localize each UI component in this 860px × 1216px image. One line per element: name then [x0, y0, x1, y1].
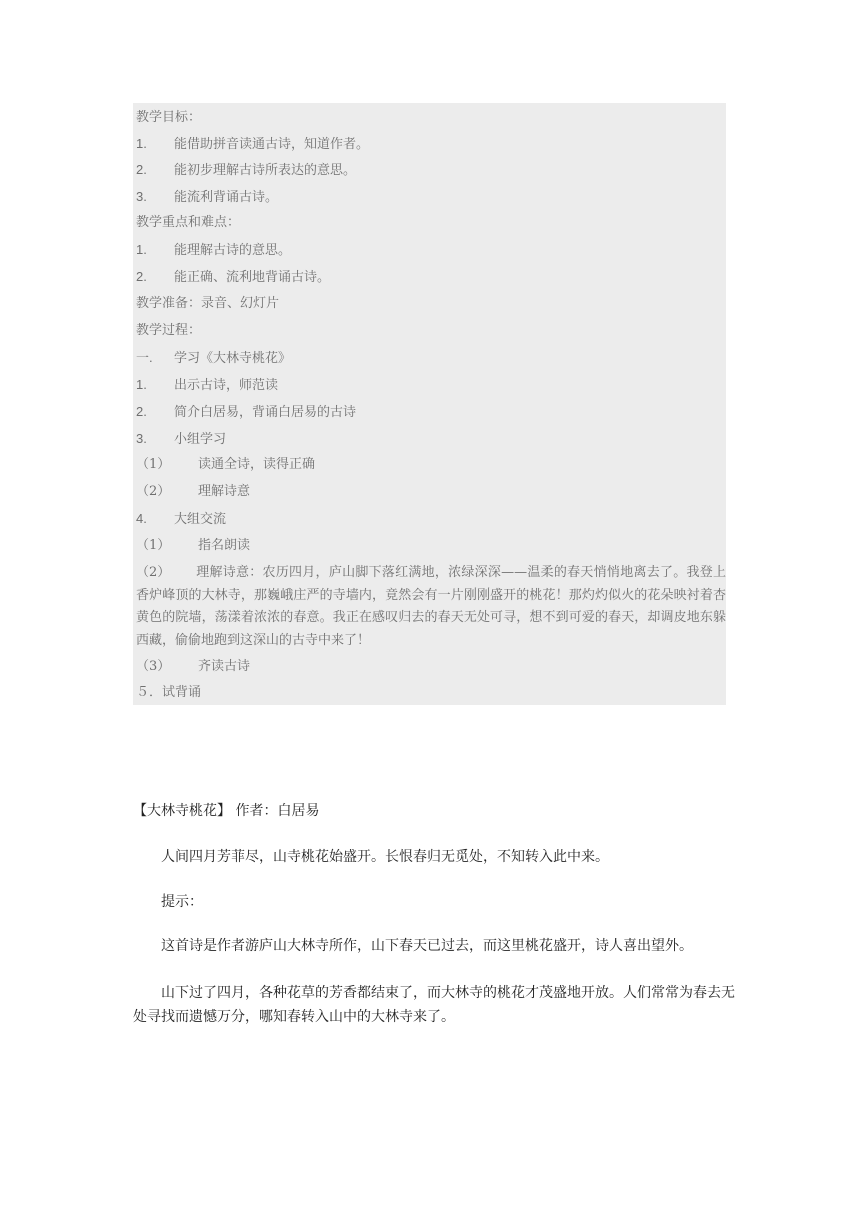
- step-text: 大组交流: [174, 512, 227, 527]
- sub-step-text: 齐读古诗: [198, 659, 251, 674]
- key-point-text: 能理解古诗的意思。: [174, 243, 292, 258]
- step-text: 出示古诗，师范读: [174, 378, 279, 393]
- sub-step-item: [136, 536, 250, 556]
- hint-paragraph-1: 这首诗是作者游庐山大林寺所作，山下春天已过去，而这里桃花盛开，诗人喜出望外。: [161, 938, 693, 954]
- section-title: 学习《大林寺桃花》: [174, 351, 292, 366]
- goal-item: [136, 134, 369, 155]
- section-number: 一.: [136, 350, 153, 365]
- sub-step-item: [136, 482, 250, 502]
- hint-paragraph-2: 山下过了四月，各种花草的芳香都结束了，而大林寺的桃花才茂盛地开放。人们常常为春去无处寻找而遗憾万分，哪知春转入山中的大林寺来了。: [133, 985, 735, 1025]
- step-item: [136, 402, 356, 423]
- process-heading: 教学过程：: [136, 323, 202, 338]
- step-number: 4.: [136, 511, 147, 526]
- sub-step-number: （2）: [136, 565, 171, 580]
- key-point-number: 1.: [136, 242, 147, 257]
- sub-step-number: （2）: [136, 484, 171, 499]
- step-text: 小组学习: [174, 432, 227, 447]
- goal-item: [136, 160, 356, 181]
- goal-number: 1.: [136, 136, 147, 151]
- section-one: [136, 348, 291, 369]
- step-number: 3.: [136, 431, 147, 446]
- step-number: 1.: [136, 377, 147, 392]
- sub-step-number: （1）: [136, 457, 171, 472]
- sub-step-text: 理解诗意: [198, 484, 251, 499]
- key-point-item: [136, 240, 291, 261]
- goal-number: 3.: [136, 189, 147, 204]
- sub-step-number: （3）: [136, 659, 171, 674]
- key-point-item: [136, 267, 330, 288]
- key-points-heading: 教学重点和难点：: [136, 215, 241, 230]
- goal-text: 能初步理解古诗所表达的意思。: [174, 163, 357, 178]
- poem-meaning-paragraph: [136, 562, 726, 652]
- poem-text: 人间四月芳菲尽，山寺桃花始盛开。长恨春归无觅处，不知转入此中来。: [161, 849, 609, 865]
- sub-step-item: [136, 657, 250, 677]
- step-item: [136, 375, 278, 396]
- step-item: [136, 429, 226, 450]
- key-point-number: 2.: [136, 269, 147, 284]
- poem-meaning-text: 理解诗意：农历四月，庐山脚下落红满地，浓绿深深——温柔的春天悄悄地离去了。我登上香炉峰顶的大林寺，那巍峨庄严的寺墙内，竟然会有一片刚刚盛开的桃花！那灼灼似火的花朵映衬着杏黄色的院墙，荡漾着浓浓的春意。我正在感叹归去的春天无处可寻，想不到可爱的春天，却调皮地东躲西藏，偷偷地跑到这深山的古寺中来了！: [136, 565, 726, 648]
- poem-title-line: 【大林寺桃花】 作者：白居易: [133, 803, 320, 819]
- step-number: 2.: [136, 404, 147, 419]
- goal-item: [136, 187, 278, 208]
- step-five: ５．试背诵: [136, 685, 202, 700]
- sub-step-text: 读通全诗，读得正确: [198, 457, 316, 472]
- goal-text: 能借助拼音读通古诗，知道作者。: [174, 137, 370, 152]
- goal-text: 能流利背诵古诗。: [174, 190, 279, 205]
- lesson-plan-block: [133, 103, 726, 705]
- step-text: 简介白居易，背诵白居易的古诗: [174, 405, 357, 420]
- sub-step-number: （1）: [136, 538, 171, 553]
- step-item: [136, 509, 226, 530]
- goals-heading: 教学目标：: [136, 110, 202, 125]
- sub-step-item: [136, 455, 315, 475]
- teaching-prep: 教学准备：录音、幻灯片: [136, 296, 280, 311]
- hint-label: 提示：: [161, 894, 203, 910]
- key-point-text: 能正确、流利地背诵古诗。: [174, 270, 331, 285]
- goal-number: 2.: [136, 162, 147, 177]
- sub-step-text: 指名朗读: [198, 538, 251, 553]
